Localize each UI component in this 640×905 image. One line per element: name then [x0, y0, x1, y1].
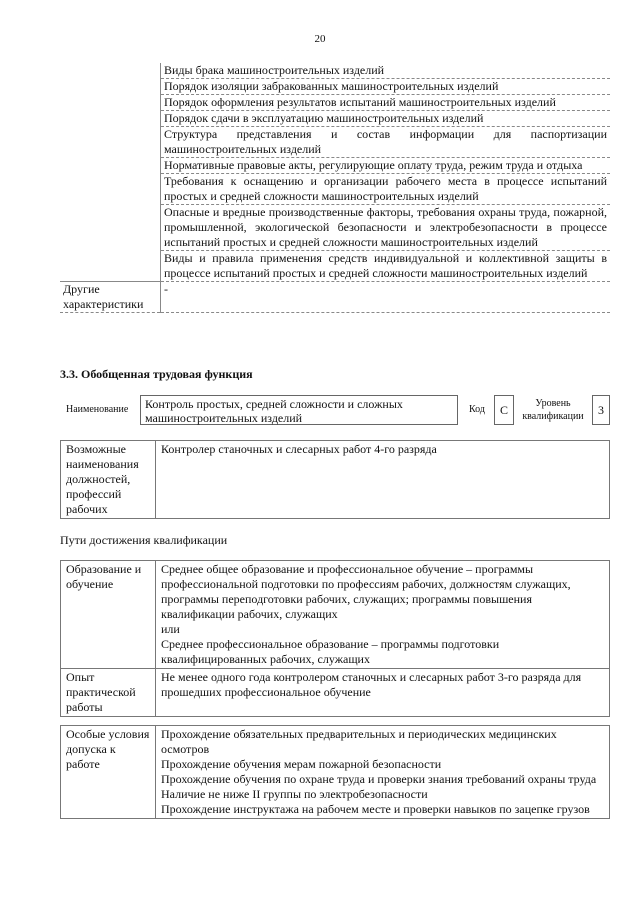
- knowledge-row: Виды брака машиностроительных изделий: [161, 63, 611, 79]
- education-line: Среднее профессиональное образование – программы подготовки квалифицированных рабочих, служащих: [161, 637, 500, 666]
- condition-line: Прохождение инструктажа на рабочем месте и проверки навыков по зацепке грузов: [161, 802, 590, 816]
- knowledge-row: Требования к оснащению и организации рабочего места в процессе испытаний простых и средней сложности машиностроительных изделий: [161, 174, 611, 205]
- knowledge-row: Порядок сдачи в эксплуатацию машиностроительных изделий: [161, 111, 611, 127]
- positions-label: Возможные наименования должностей, профессий рабочих: [61, 441, 156, 519]
- name-label: Наименование: [66, 404, 129, 415]
- special-conditions-table: [60, 725, 610, 819]
- function-code: C: [494, 395, 514, 425]
- positions-table: [60, 440, 610, 519]
- other-characteristics-value: -: [161, 282, 611, 313]
- section-title: 3.3. Обобщенная трудовая функция: [60, 367, 253, 381]
- experience-label: Опыт практической работы: [61, 669, 156, 717]
- function-name: Контроль простых, средней сложности и сложных машиностроительных изделий: [140, 395, 458, 425]
- education-line: или: [161, 622, 180, 636]
- education-line: Среднее общее образование и профессиональное обучение – программы профессиональной подготовки по профессиям рабочих, должностям служащих, программы переподготовки рабочих, служащих; программы повышения квалификации рабочих, служащих: [161, 562, 571, 621]
- positions-value: Контролер станочных и слесарных работ 4-го разряда: [156, 441, 610, 519]
- level-label: Уровень квалификации: [522, 398, 584, 422]
- qualification-level: 3: [592, 395, 610, 425]
- code-label: Код: [469, 404, 485, 415]
- condition-line: Прохождение обучения по охране труда и проверки знания требований охраны труда: [161, 772, 597, 786]
- condition-line: Прохождение обучения мерам пожарной безопасности: [161, 757, 442, 771]
- knowledge-row: Опасные и вредные производственные факторы, требования охраны труда, пожарной, промышленной, экологической безопасности и электробезопасности в процессе испытаний простых и средней сложности машиностроительных изделий: [161, 205, 611, 251]
- other-characteristics-label: Другие характеристики: [60, 282, 161, 313]
- knowledge-row: Нормативные правовые акты, регулирующие оплату труда, режим труда и отдыха: [161, 158, 611, 174]
- condition-line: Прохождение обязательных предварительных и периодических медицинских осмотров: [161, 727, 557, 756]
- condition-line: Наличие не ниже II группы по электробезопасности: [161, 787, 428, 801]
- special-conditions-value: [156, 726, 610, 819]
- knowledge-row: Порядок изоляции забракованных машиностроительных изделий: [161, 79, 611, 95]
- paths-title: Пути достижения квалификации: [60, 533, 228, 547]
- knowledge-table: [60, 63, 610, 313]
- education-value: [156, 561, 610, 669]
- knowledge-row: Виды и правила применения средств индивидуальной и коллективной защиты в процессе испытаний простых и средней сложности машиностроительных изделий: [161, 251, 611, 282]
- education-table: [60, 560, 610, 717]
- experience-value: Не менее одного года контролером станочных и слесарных работ 3-го разряда для прошедших профессиональное обучение: [156, 669, 610, 717]
- knowledge-row: Структура представления и состав информации для паспортизации машиностроительных изделий: [161, 127, 611, 158]
- knowledge-row: Порядок оформления результатов испытаний машиностроительных изделий: [161, 95, 611, 111]
- special-conditions-label: Особые условия допуска к работе: [61, 726, 156, 819]
- page-number: 20: [314, 33, 326, 45]
- education-label: Образование и обучение: [61, 561, 156, 669]
